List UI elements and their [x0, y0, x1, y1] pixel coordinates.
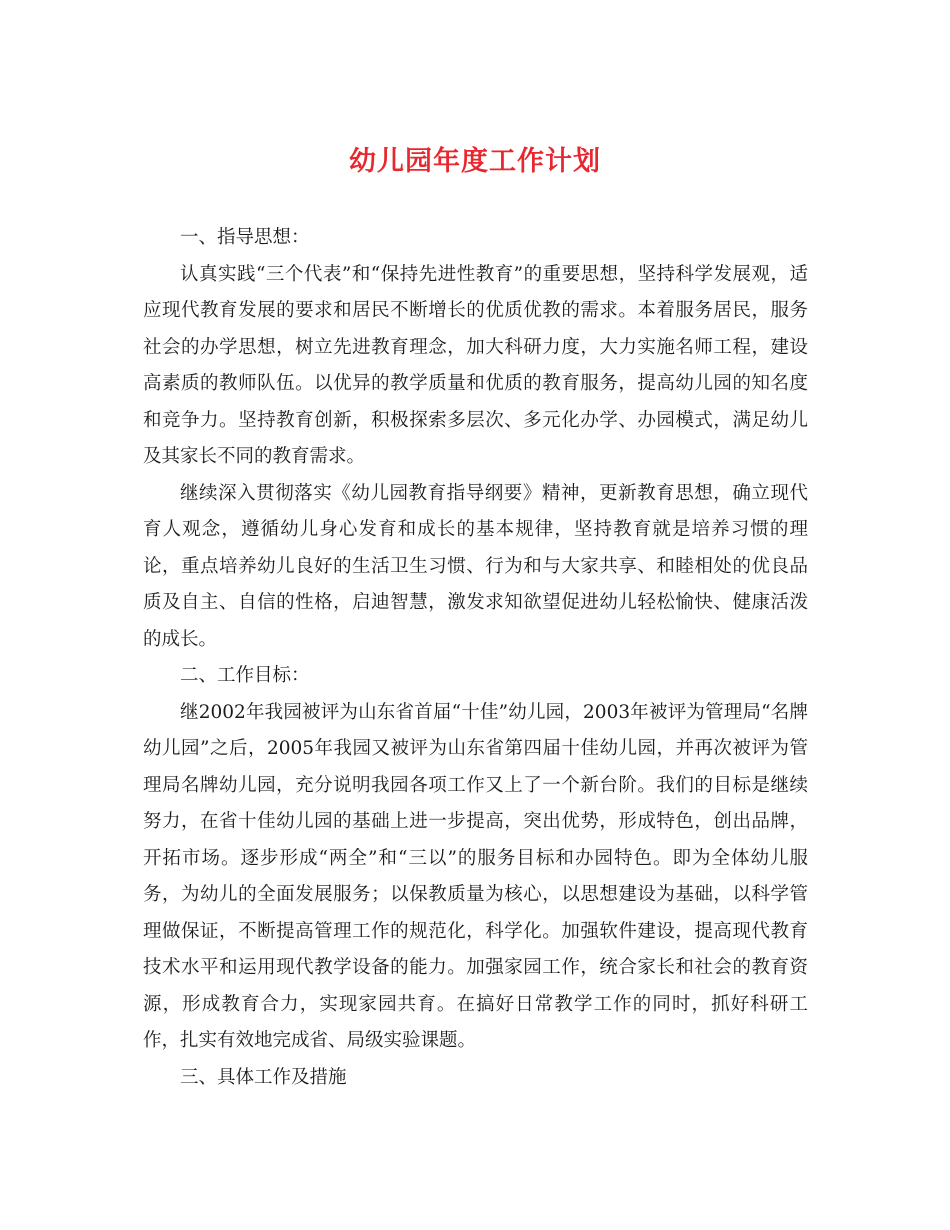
paragraph-guiding-ideology-2: 继续深入贯彻落实《幼儿园教育指导纲要》精神，更新教育思想，确立现代育人观念，遵循幼儿身心发育和成长的基本规律，坚持教育就是培养习惯的理论，重点培养幼儿良好的生活卫生习惯、行为和与大家共享、和睦相处的优良品质及自主、自信的性格，启迪智慧，激发求知欲望促进幼儿轻松愉快、健康活泼的成长。	[143, 482, 808, 650]
section-heading-guiding-ideology: 一、指导思想：	[180, 227, 310, 248]
document-body	[143, 220, 808, 1096]
document-title: 幼儿园年度工作计划	[349, 146, 601, 177]
paragraph-guiding-ideology-1: 认真实践“三个代表”和“保持先进性教育”的重要思想，坚持科学发展观，适应现代教育发展的要求和居民不断增长的优质优教的需求。本着服务居民，服务社会的办学思想，树立先进教育理念，加大科研力度，大力实施名师工程，建设高素质的教师队伍。以优异的教学质量和优质的教育服务，提高幼儿园的知名度和竞争力。坚持教育创新，积极探索多层次、多元化办学、办园模式，满足幼儿及其家长不同的教育需求。	[143, 263, 808, 467]
section-heading-specific-work: 三、具体工作及措施	[180, 1066, 347, 1088]
section-heading-work-goals: 二、工作目标：	[180, 665, 310, 686]
paragraph-work-goals: 继2002年我园被评为山东省首届“十佳”幼儿园，2003年被评为管理局“名牌幼儿园”之后，2005年我园又被评为山东省第四届十佳幼儿园，并再次被评为管理局名牌幼儿园，充分说明我园各项工作又上了一个新台阶。我们的目标是继续努力，在省十佳幼儿园的基础上进一步提高，突出优势，形成特色，创出品牌，开拓市场。逐步形成“两全”和“三以”的服务目标和办园特色。即为全体幼儿服务，为幼儿的全面发展服务；以保教质量为核心，以思想建设为基础，以科学管理做保证，不断提高管理工作的规范化，科学化。加强软件建设，提高现代教育技术水平和运用现代教学设备的能力。加强家园工作，统合家长和社会的教育资源，形成教育合力，实现家园共育。在搞好日常教学工作的同时，抓好科研工作，扎实有效地完成省、局级实验课题。	[143, 701, 808, 1051]
